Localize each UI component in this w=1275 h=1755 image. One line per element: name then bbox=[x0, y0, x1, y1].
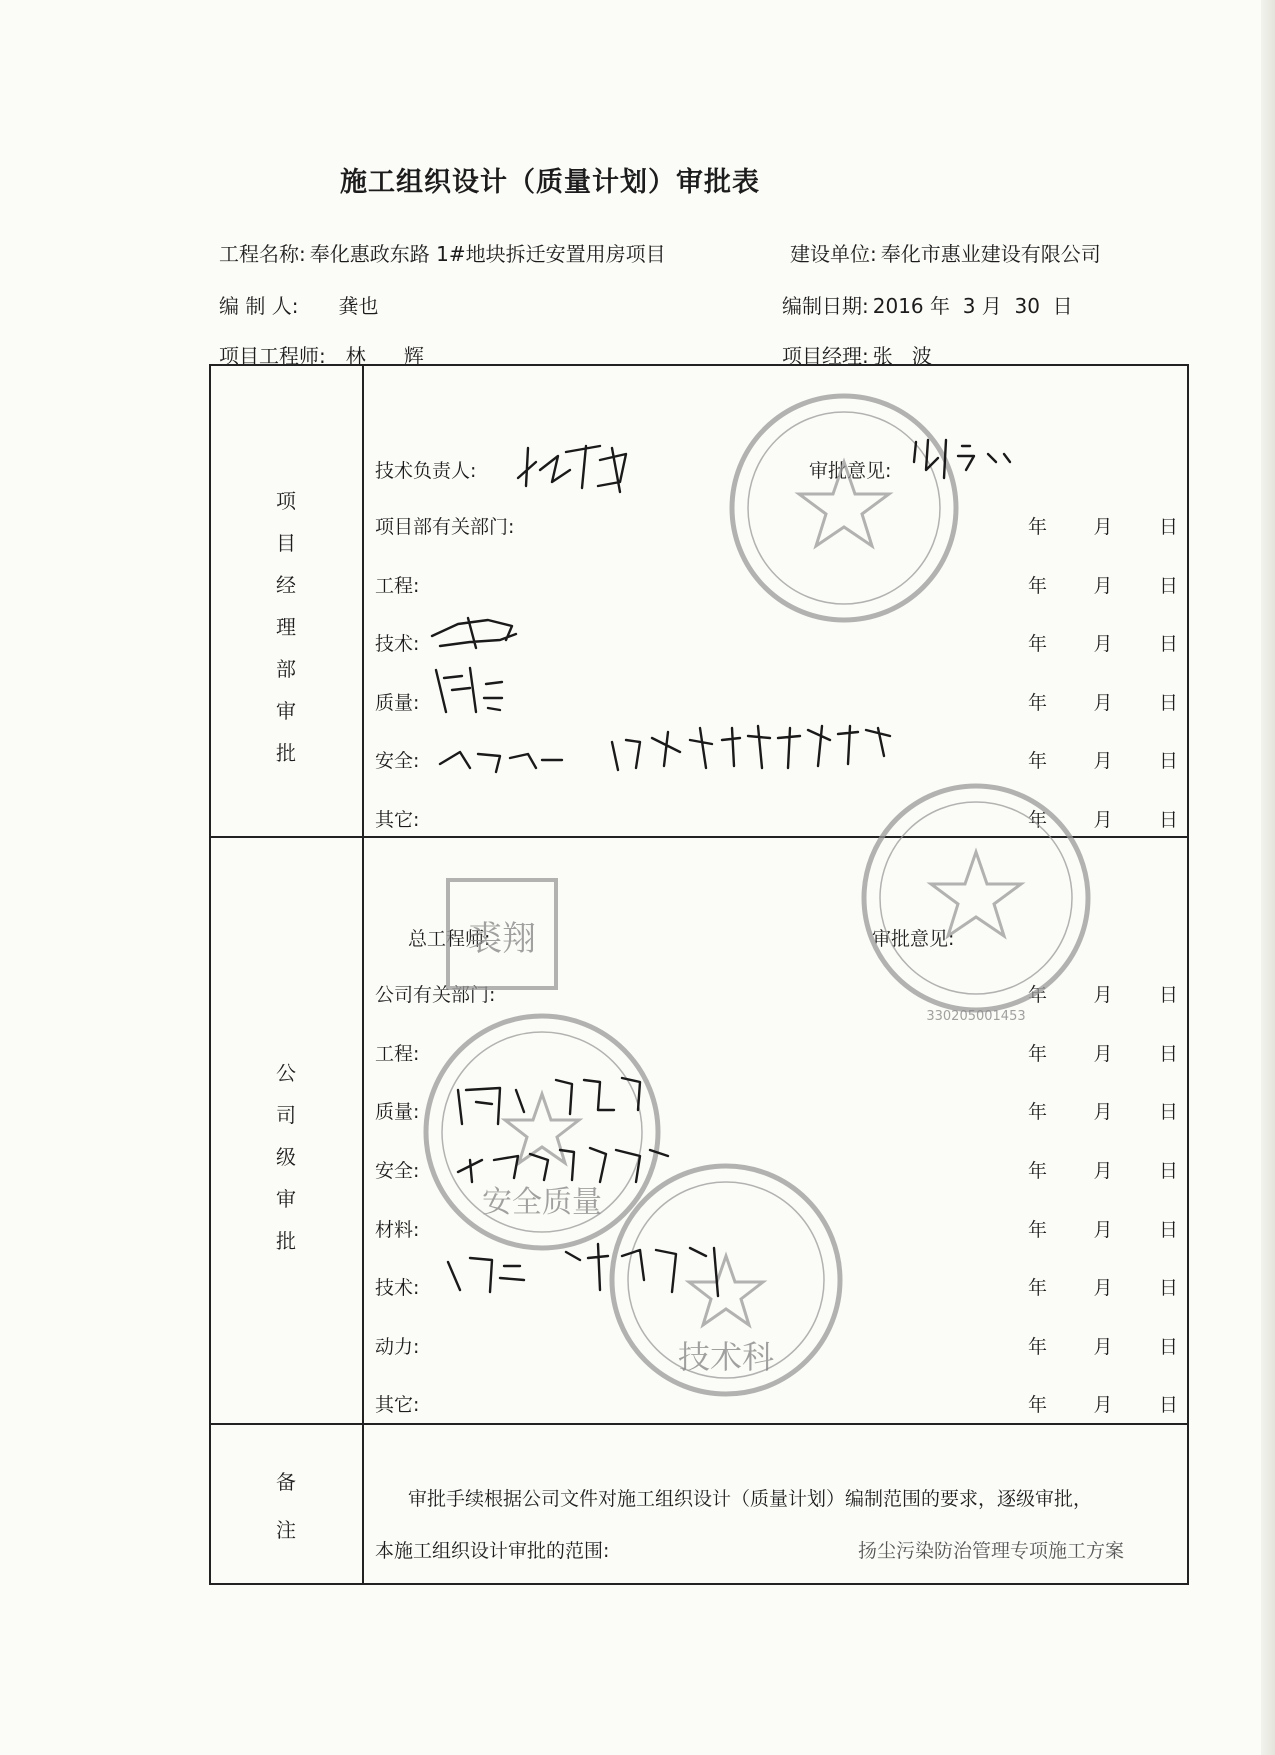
approval-scope: 扬尘污染防治管理专项施工方案 bbox=[858, 1540, 1125, 1562]
engineer-label: 项目工程师: bbox=[219, 344, 326, 368]
tech-lead-label: 技术负责人: bbox=[375, 460, 477, 482]
safety-quality-text: 安全质量 bbox=[482, 1185, 602, 1220]
company-row-tech-date: 年 月 日 bbox=[1028, 1277, 1178, 1299]
remarks-line-2: 本施工组织设计审批的范围: bbox=[375, 1540, 610, 1562]
project-name-label: 工程名称: bbox=[219, 242, 306, 266]
company-opinion-label: 审批意见: bbox=[872, 928, 955, 950]
manager-label: 项目经理: bbox=[782, 344, 869, 368]
section-divider-2 bbox=[211, 1423, 1187, 1425]
project-side-label: 项 目 经 理 部 审 批 bbox=[276, 489, 296, 765]
project-dept-date: 年 月 日 bbox=[1028, 516, 1178, 538]
remarks-side-label: 备 注 bbox=[276, 1470, 296, 1542]
company-row-other-date: 年 月 日 bbox=[1028, 1394, 1178, 1416]
remarks-line-1: 审批手续根据公司文件对施工组织设计（质量计划）编制范围的要求，逐级审批， bbox=[408, 1488, 1093, 1510]
company-row-material: 材料: bbox=[375, 1219, 420, 1241]
company-dept-date: 年 月 日 bbox=[1028, 984, 1178, 1006]
project-opinion-label: 审批意见: bbox=[809, 460, 892, 482]
project-row-engineering: 工程: bbox=[375, 575, 420, 597]
project-row-tech: 技术: bbox=[375, 633, 420, 655]
stamp-number-text: 330205001453 bbox=[926, 1009, 1026, 1024]
builder-label: 建设单位: bbox=[790, 242, 877, 266]
project-row-other: 其它: bbox=[375, 809, 420, 831]
compiler-value: 龚也 bbox=[338, 294, 379, 318]
approval-table bbox=[209, 364, 1189, 1585]
company-row-power-date: 年 月 日 bbox=[1028, 1336, 1178, 1358]
page-edge bbox=[1261, 0, 1275, 1755]
compiler-label: 编 制 人: bbox=[219, 294, 299, 318]
compiler-row bbox=[219, 290, 378, 319]
column-divider bbox=[362, 366, 364, 1583]
project-row-tech-date: 年 月 日 bbox=[1028, 633, 1178, 655]
builder-row bbox=[790, 238, 1101, 267]
company-row-material-date: 年 月 日 bbox=[1028, 1219, 1178, 1241]
project-row-other-date: 年 月 日 bbox=[1028, 809, 1178, 831]
company-row-engineering-date: 年 月 日 bbox=[1028, 1043, 1178, 1065]
company-row-other: 其它: bbox=[375, 1394, 420, 1416]
chief-engineer-label: 总工程师: bbox=[408, 928, 491, 950]
project-dept-label: 项目部有关部门: bbox=[375, 516, 515, 538]
company-row-engineering: 工程: bbox=[375, 1043, 420, 1065]
company-row-safety-date: 年 月 日 bbox=[1028, 1160, 1178, 1182]
project-row-engineering-date: 年 月 日 bbox=[1028, 575, 1178, 597]
company-side-label: 公 司 级 审 批 bbox=[276, 1061, 296, 1253]
compile-date-value: 2016 年 3 月 30 日 bbox=[872, 294, 1073, 318]
builder-value: 奉化市惠业建设有限公司 bbox=[880, 242, 1101, 266]
engineer-value: 林 辉 bbox=[345, 344, 424, 368]
company-row-tech: 技术: bbox=[375, 1277, 420, 1299]
company-row-power: 动力: bbox=[375, 1336, 420, 1358]
project-name-value: 奉化惠政东路 1#地块拆迁安置用房项目 bbox=[309, 242, 666, 266]
project-row-safety: 安全: bbox=[375, 750, 420, 772]
project-row-quality-date: 年 月 日 bbox=[1028, 692, 1178, 714]
company-row-quality: 质量: bbox=[375, 1101, 420, 1123]
tech-dept-text: 技术科 bbox=[677, 1338, 775, 1376]
personal-seal-text: 裘翔 bbox=[468, 919, 536, 959]
project-row-quality: 质量: bbox=[375, 692, 420, 714]
compile-date-row bbox=[782, 290, 1073, 319]
section-divider-1 bbox=[211, 836, 1187, 838]
company-row-safety: 安全: bbox=[375, 1160, 420, 1182]
form-title: 施工组织设计（质量计划）审批表 bbox=[340, 167, 760, 198]
project-row-safety-date: 年 月 日 bbox=[1028, 750, 1178, 772]
company-row-quality-date: 年 月 日 bbox=[1028, 1101, 1178, 1123]
project-name-row bbox=[219, 238, 666, 267]
manager-value: 张 波 bbox=[872, 344, 932, 368]
company-dept-label: 公司有关部门: bbox=[375, 984, 496, 1006]
compile-date-label: 编制日期: bbox=[782, 294, 869, 318]
